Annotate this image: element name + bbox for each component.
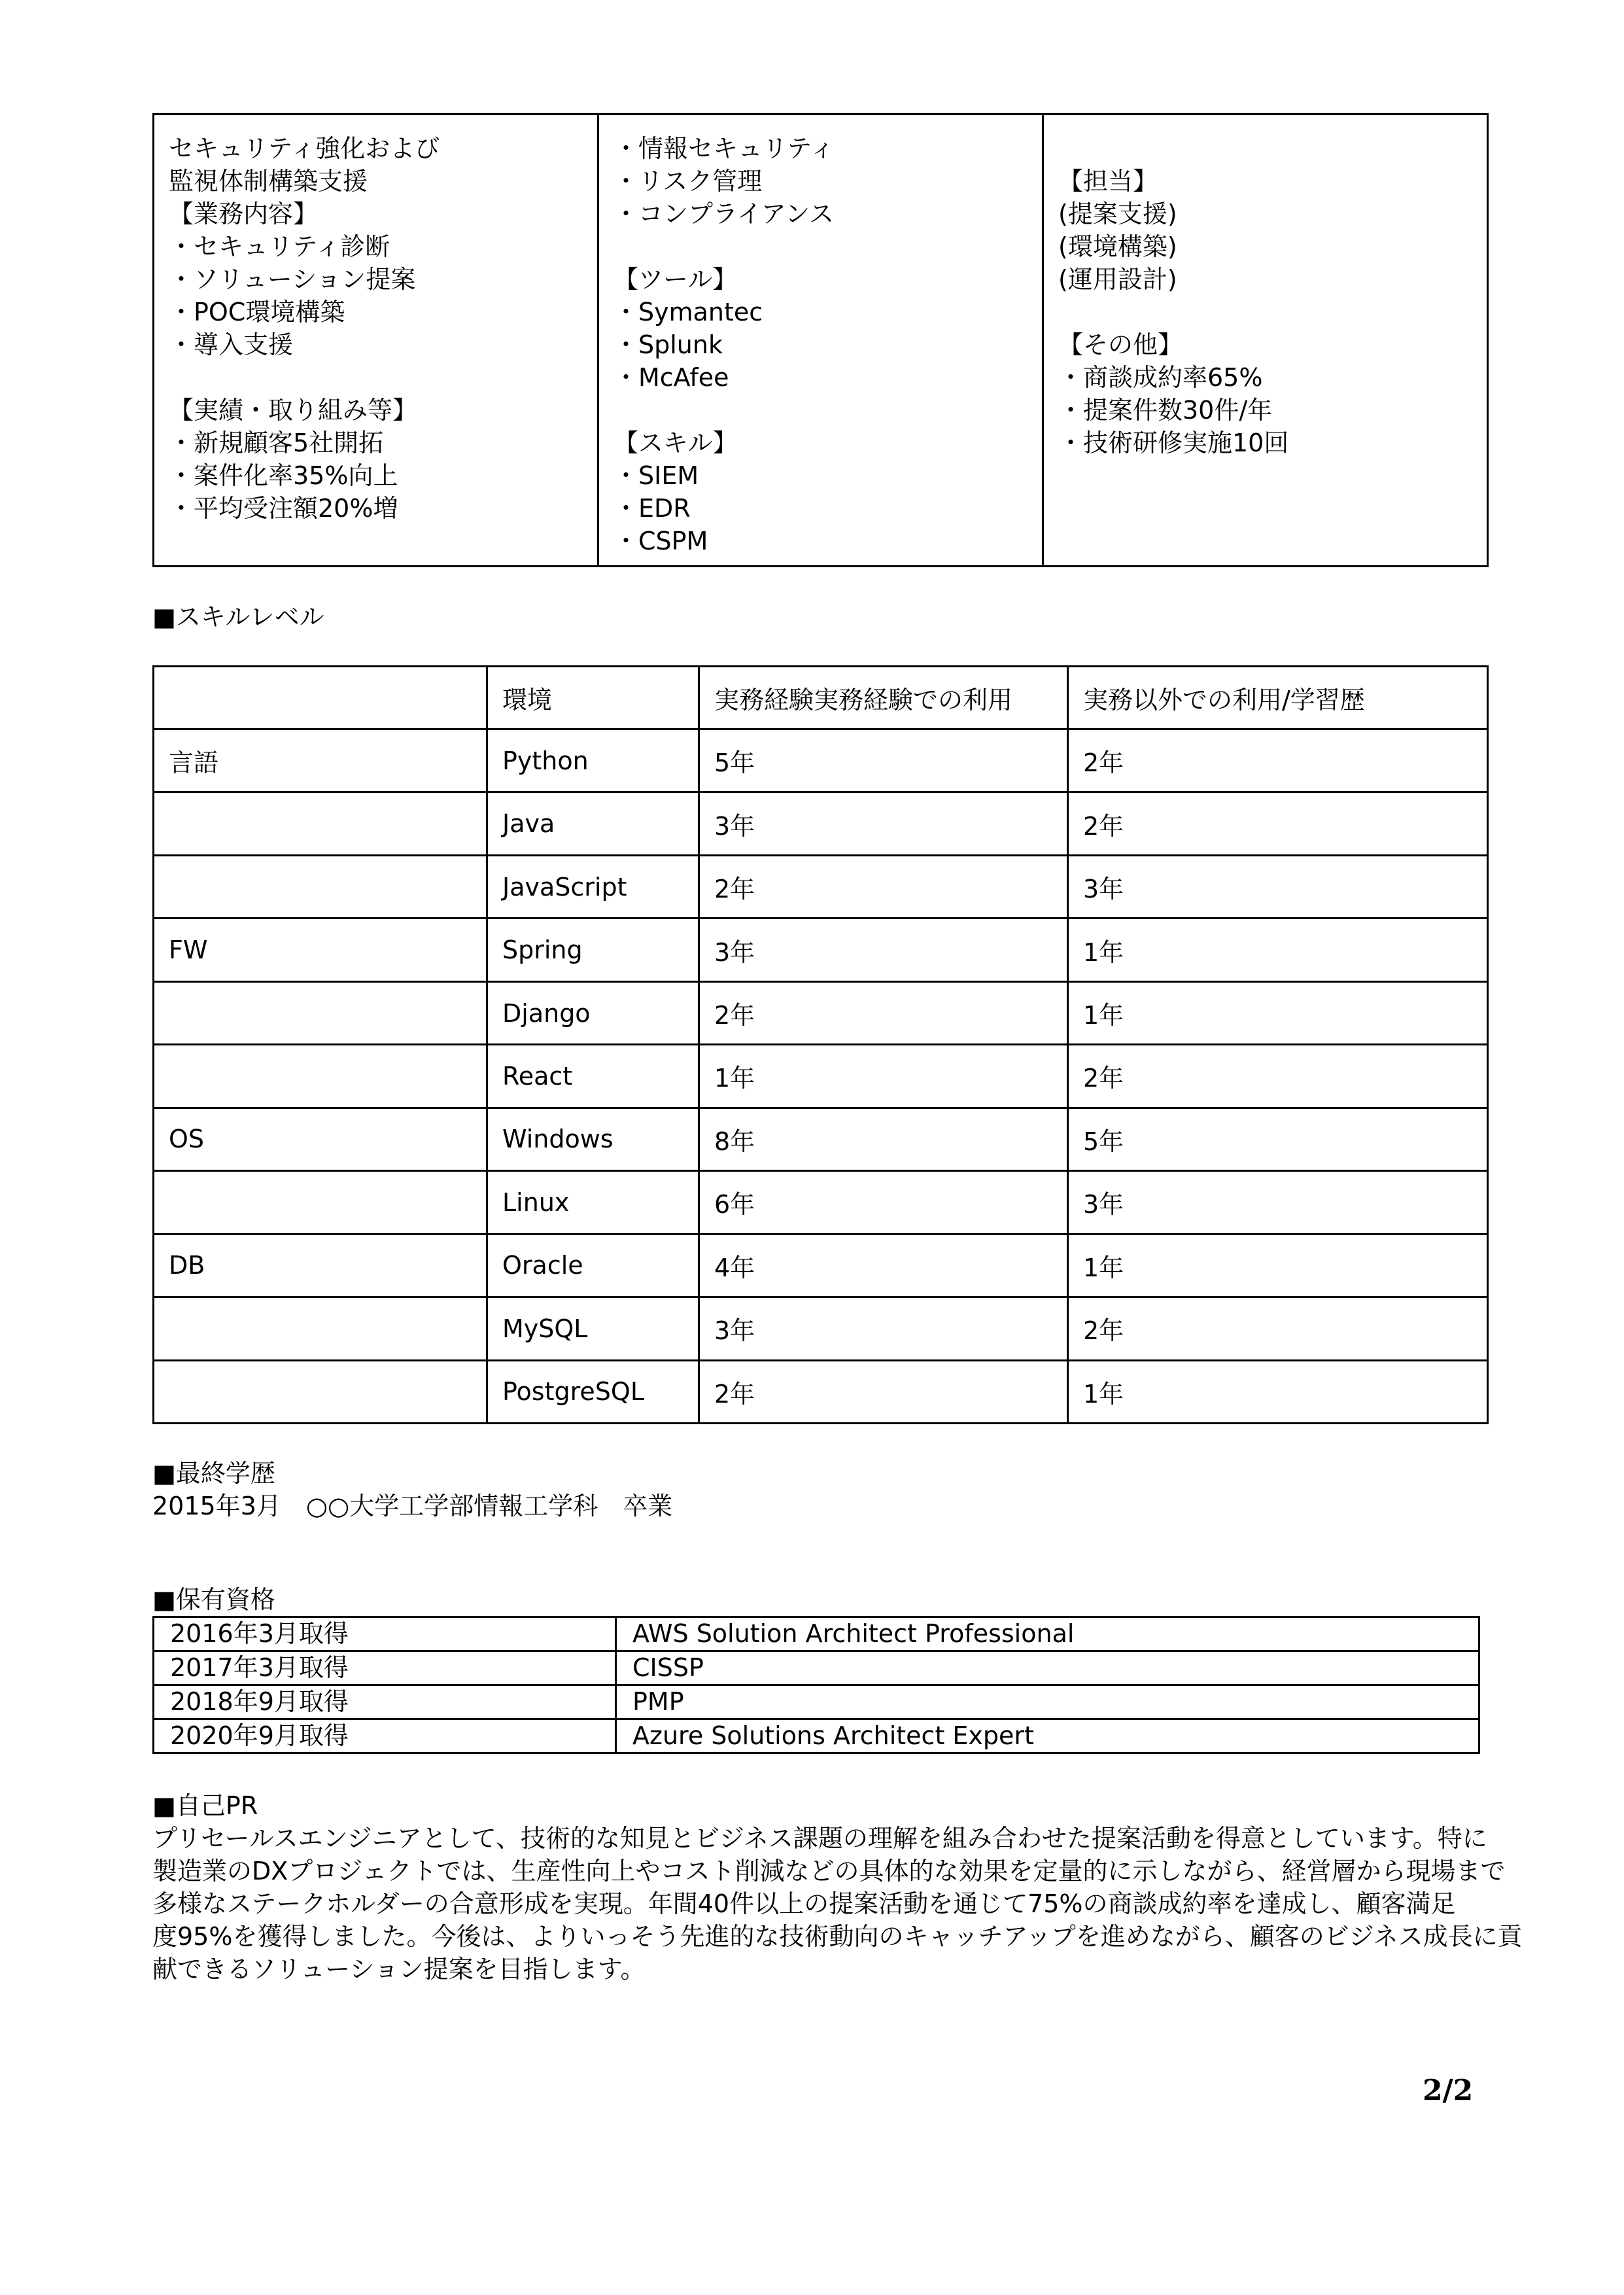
- project-line: ・EDR: [613, 494, 691, 523]
- qualifications-table: [152, 1616, 1480, 1754]
- self-pr-line: 度95%を獲得しました。今後は、よりいっそう先進的な技術動向のキャッチアップを進めながら、顧客のビジネス成長に貢: [152, 1922, 1523, 1951]
- skill-cell: 5年: [1068, 1108, 1488, 1170]
- skill-table-header: [154, 667, 1488, 729]
- qualification-date: 2017年3月取得: [154, 1651, 616, 1685]
- project-line: (提案支援): [1058, 200, 1177, 228]
- project-line: [613, 394, 1028, 427]
- project-line: ・コンプライアンス: [613, 200, 835, 228]
- qualification-row: [154, 1617, 1479, 1651]
- skill-cell: PostgreSQL: [487, 1360, 699, 1423]
- project-line: 【スキル】: [613, 429, 738, 457]
- skill-cell: Windows: [487, 1108, 699, 1170]
- skill-header-cell: 実務以外での利用/学習歴: [1068, 667, 1488, 729]
- skill-cell: OS: [154, 1108, 487, 1170]
- project-line: (環境構築): [1058, 232, 1177, 261]
- skill-cell: React: [487, 1045, 699, 1108]
- skill-cell: [154, 1045, 487, 1108]
- skill-cell: 2年: [1068, 729, 1488, 792]
- education-entry: 2015年3月 ○○大学工学部情報工学科 卒業: [152, 1492, 673, 1520]
- skill-cell: Spring: [487, 919, 699, 981]
- page-number: 2/2: [1423, 2074, 1474, 2107]
- skill-header-cell: [154, 667, 487, 729]
- project-line: 【業務内容】: [169, 200, 319, 228]
- skill-cell: [154, 855, 487, 918]
- skill-cell: 2年: [699, 981, 1068, 1044]
- project-line: ・新規顧客5社開拓: [169, 429, 384, 457]
- skill-cell: 5年: [699, 729, 1068, 792]
- project-line: ・ソリューション提案: [169, 265, 416, 294]
- skill-cell: 1年: [699, 1045, 1068, 1108]
- project-line: ・リスク管理: [613, 167, 763, 196]
- skill-cell: 3年: [699, 1297, 1068, 1360]
- skill-cell: Python: [487, 729, 699, 792]
- project-row: [154, 114, 1488, 567]
- skill-cell: Oracle: [487, 1234, 699, 1297]
- skill-cell: 2年: [699, 855, 1068, 918]
- skill-row: [154, 1171, 1488, 1234]
- qualifications-heading: ■保有資格: [152, 1585, 275, 1614]
- project-line: ・SIEM: [613, 461, 699, 490]
- skill-header-cell: 環境: [487, 667, 699, 729]
- qualification-name: Azure Solutions Architect Expert: [616, 1719, 1479, 1753]
- project-line: 【実績・取り組み等】: [169, 396, 418, 425]
- self-pr-text: [152, 1822, 1523, 1986]
- skill-row: [154, 1297, 1488, 1360]
- skill-cell: 1年: [1068, 981, 1488, 1044]
- skill-level-heading: ■スキルレベル: [152, 603, 324, 631]
- skill-cell: 3年: [1068, 855, 1488, 918]
- project-line: 【ツール】: [613, 265, 738, 294]
- skill-cell: Linux: [487, 1171, 699, 1234]
- qualification-row: [154, 1651, 1479, 1685]
- skill-cell: 3年: [699, 792, 1068, 855]
- skill-header-cell: 実務経験実務経験での利用: [699, 667, 1068, 729]
- skill-cell: 6年: [699, 1171, 1068, 1234]
- skill-row: [154, 919, 1488, 981]
- project-line: 【その他】: [1058, 330, 1183, 359]
- skill-cell: FW: [154, 919, 487, 981]
- project-line: [169, 361, 583, 394]
- skill-cell: [154, 1360, 487, 1423]
- project-summary-cell: [154, 114, 598, 567]
- skill-cell: 3年: [1068, 1171, 1488, 1234]
- project-line: ・Splunk: [613, 330, 723, 359]
- skill-cell: 1年: [1068, 1234, 1488, 1297]
- qualification-row: [154, 1719, 1479, 1753]
- skill-cell: 2年: [1068, 1297, 1488, 1360]
- skill-cell: [154, 1171, 487, 1234]
- qualification-date: 2018年9月取得: [154, 1685, 616, 1719]
- self-pr-line: 献できるソリューション提案を目指します。: [152, 1955, 646, 1984]
- project-line: ・セキュリティ診断: [169, 232, 390, 261]
- skill-cell: 2年: [1068, 1045, 1488, 1108]
- project-line: ・平均受注額20%増: [169, 494, 398, 523]
- self-pr-heading: ■自己PR: [152, 1791, 258, 1820]
- education-heading: ■最終学歴: [152, 1459, 275, 1488]
- project-line: [613, 230, 1028, 263]
- project-line: ・技術研修実施10回: [1058, 429, 1289, 457]
- skill-row: [154, 792, 1488, 855]
- skill-cell: 8年: [699, 1108, 1068, 1170]
- skill-level-table: [152, 665, 1489, 1424]
- skill-cell: Django: [487, 981, 699, 1044]
- skill-cell: [154, 981, 487, 1044]
- project-line: ・案件化率35%向上: [169, 461, 398, 490]
- project-line: 【担当】: [1058, 167, 1158, 196]
- skill-cell: [154, 792, 487, 855]
- project-line: (運用設計): [1058, 265, 1177, 294]
- skill-row: [154, 1045, 1488, 1108]
- project-line: 監視体制構築支援: [169, 167, 368, 196]
- skill-cell: Java: [487, 792, 699, 855]
- qualification-row: [154, 1685, 1479, 1719]
- qualification-date: 2020年9月取得: [154, 1719, 616, 1753]
- skill-cell: 2年: [1068, 792, 1488, 855]
- skill-row: [154, 855, 1488, 918]
- skill-cell: JavaScript: [487, 855, 699, 918]
- skill-row: [154, 1360, 1488, 1423]
- project-line: [1058, 132, 1472, 165]
- project-line: ・CSPM: [613, 527, 708, 555]
- project-line: セキュリティ強化および: [169, 134, 440, 163]
- skill-cell: 4年: [699, 1234, 1068, 1297]
- skill-cell: DB: [154, 1234, 487, 1297]
- self-pr-line: プリセールスエンジニアとして、技術的な知見とビジネス課題の理解を組み合わせた提案活動を得意としています。特に: [152, 1824, 1487, 1853]
- project-line: ・Symantec: [613, 298, 763, 326]
- self-pr-line: 多様なステークホルダーの合意形成を実現。年間40件以上の提案活動を通じて75%の商談成約率を達成し、顧客満足: [152, 1889, 1456, 1918]
- qualification-name: AWS Solution Architect Professional: [616, 1617, 1479, 1651]
- project-skills-cell: [598, 114, 1043, 567]
- project-line: ・POC環境構築: [169, 298, 345, 326]
- skill-cell: 1年: [1068, 1360, 1488, 1423]
- project-line: ・情報セキュリティ: [613, 134, 835, 163]
- skill-row: [154, 729, 1488, 792]
- skill-row: [154, 1108, 1488, 1170]
- project-line: ・提案件数30件/年: [1058, 396, 1273, 425]
- project-line: ・McAfee: [613, 363, 729, 392]
- qualification-name: CISSP: [616, 1651, 1479, 1685]
- skill-cell: 2年: [699, 1360, 1068, 1423]
- project-role-cell: [1043, 114, 1488, 567]
- self-pr-line: 製造業のDXプロジェクトでは、生産性向上やコスト削減などの具体的な効果を定量的に示しながら、経営層から現場まで: [152, 1857, 1506, 1885]
- skill-cell: 3年: [699, 919, 1068, 981]
- qualification-name: PMP: [616, 1685, 1479, 1719]
- skill-cell: [154, 1297, 487, 1360]
- skill-cell: 1年: [1068, 919, 1488, 981]
- project-line: ・商談成約率65%: [1058, 363, 1263, 392]
- project-line: ・導入支援: [169, 330, 294, 359]
- skill-cell: MySQL: [487, 1297, 699, 1360]
- skill-row: [154, 1234, 1488, 1297]
- project-table: [152, 113, 1489, 567]
- project-line: [1058, 296, 1472, 328]
- qualification-date: 2016年3月取得: [154, 1617, 616, 1651]
- skill-row: [154, 981, 1488, 1044]
- skill-cell: 言語: [154, 729, 487, 792]
